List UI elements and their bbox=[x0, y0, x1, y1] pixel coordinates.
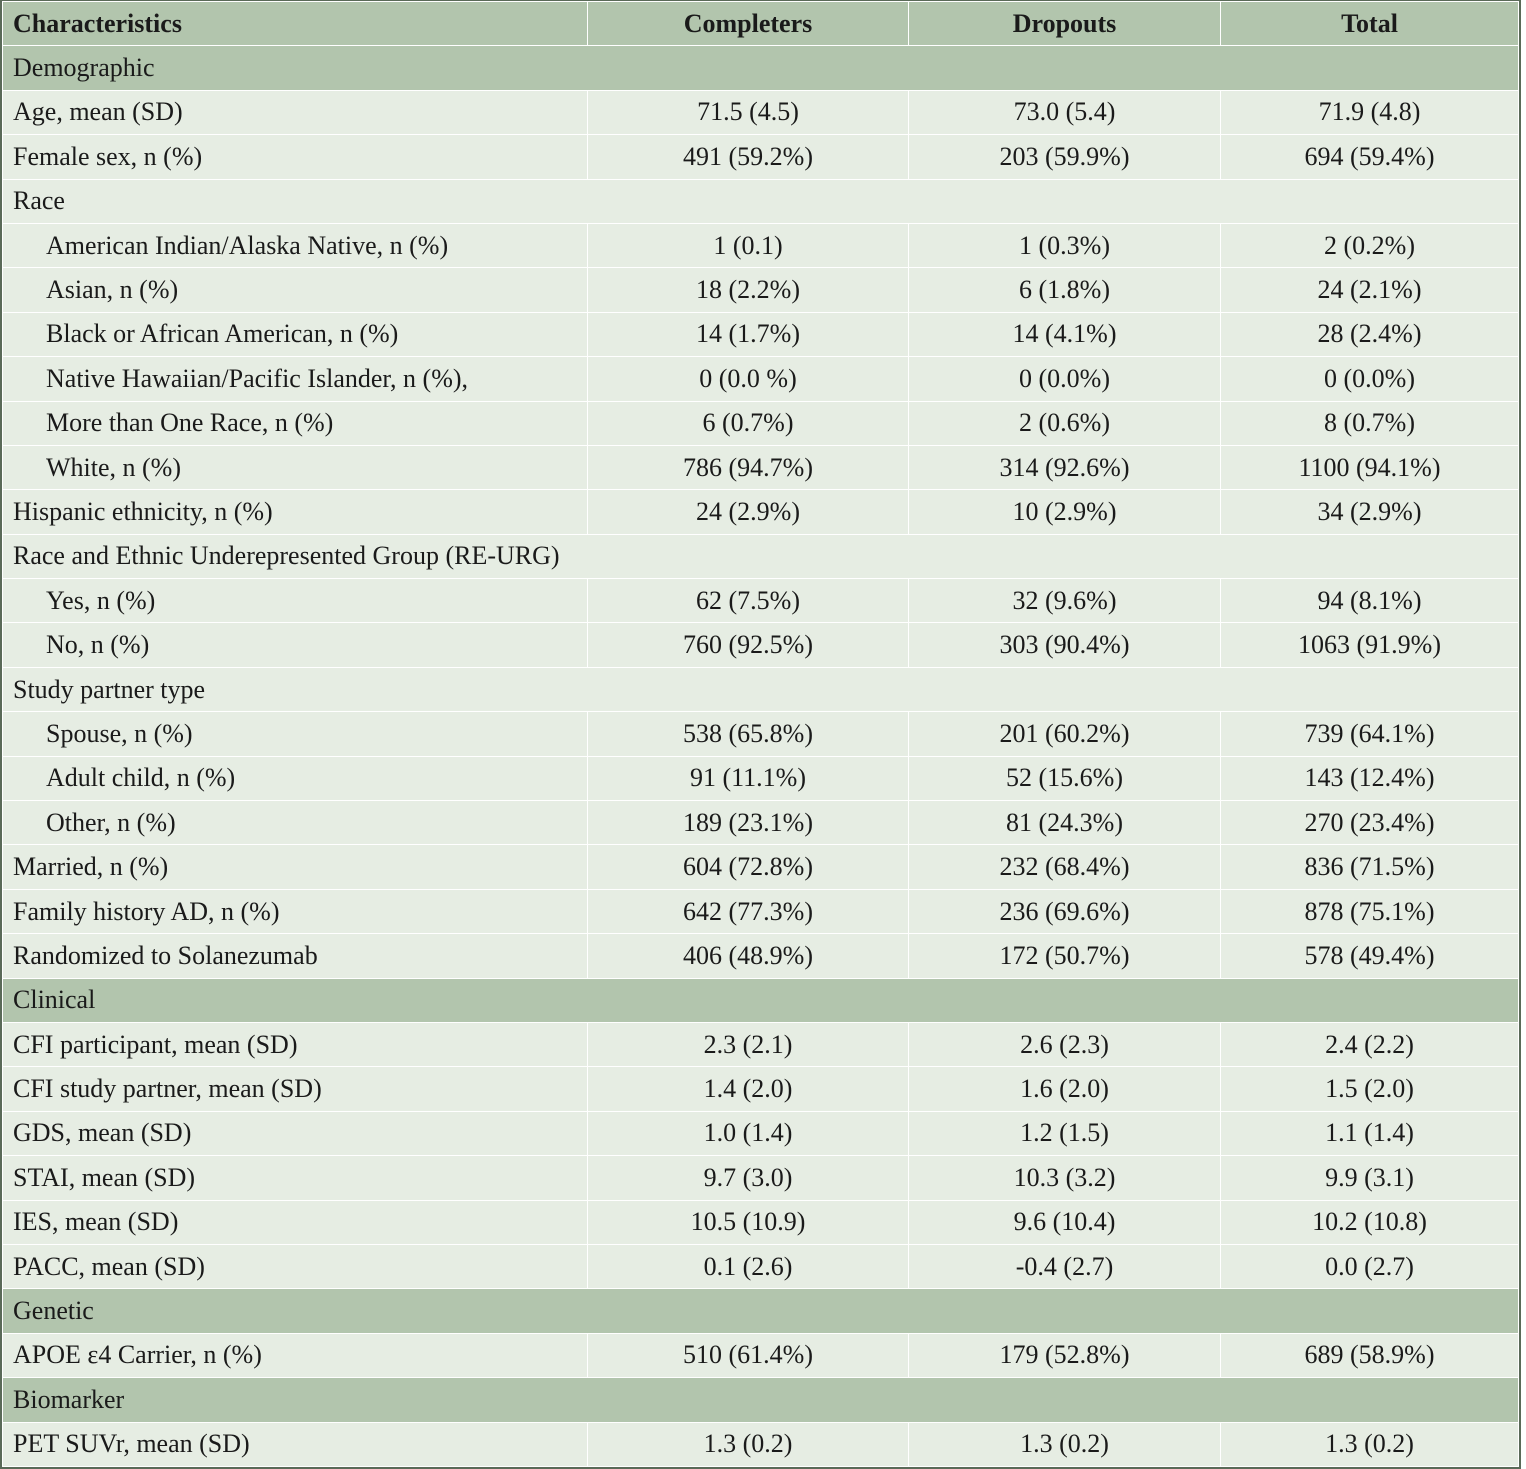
section-label: Demographic bbox=[3, 46, 1519, 90]
subheading-row bbox=[3, 179, 1519, 223]
total-value: 1.1 (1.4) bbox=[1221, 1111, 1519, 1155]
section-label: Genetic bbox=[3, 1289, 1519, 1333]
table-row bbox=[3, 756, 1519, 800]
table-row bbox=[3, 1422, 1519, 1466]
row-label: Asian, n (%) bbox=[3, 268, 588, 312]
dropouts-value: 172 (50.7%) bbox=[909, 934, 1221, 978]
dropouts-value: 0 (0.0%) bbox=[909, 357, 1221, 401]
subheading-label: Race bbox=[3, 179, 1519, 223]
dropouts-value: 2.6 (2.3) bbox=[909, 1022, 1221, 1066]
table-body bbox=[3, 46, 1519, 1467]
table-row bbox=[3, 1111, 1519, 1155]
dropouts-value: 232 (68.4%) bbox=[909, 845, 1221, 889]
dropouts-value: 2 (0.6%) bbox=[909, 401, 1221, 445]
header-dropouts: Dropouts bbox=[909, 2, 1221, 46]
subheading-label: Study partner type bbox=[3, 667, 1519, 711]
section-row bbox=[3, 978, 1519, 1022]
completers-value: 0 (0.0 %) bbox=[588, 357, 909, 401]
completers-value: 14 (1.7%) bbox=[588, 312, 909, 356]
completers-value: 24 (2.9%) bbox=[588, 490, 909, 534]
row-label: Native Hawaiian/Pacific Islander, n (%), bbox=[3, 357, 588, 401]
row-label: White, n (%) bbox=[3, 445, 588, 489]
total-value: 10.2 (10.8) bbox=[1221, 1200, 1519, 1244]
total-value: 578 (49.4%) bbox=[1221, 934, 1519, 978]
completers-value: 1.0 (1.4) bbox=[588, 1111, 909, 1155]
dropouts-value: -0.4 (2.7) bbox=[909, 1244, 1221, 1288]
section-label: Clinical bbox=[3, 978, 1519, 1022]
dropouts-value: 32 (9.6%) bbox=[909, 579, 1221, 623]
section-label: Biomarker bbox=[3, 1378, 1519, 1422]
total-value: 8 (0.7%) bbox=[1221, 401, 1519, 445]
total-value: 0 (0.0%) bbox=[1221, 357, 1519, 401]
total-value: 1063 (91.9%) bbox=[1221, 623, 1519, 667]
row-label: Black or African American, n (%) bbox=[3, 312, 588, 356]
total-value: 1.3 (0.2) bbox=[1221, 1422, 1519, 1466]
row-label: CFI participant, mean (SD) bbox=[3, 1022, 588, 1066]
completers-value: 0.1 (2.6) bbox=[588, 1244, 909, 1288]
dropouts-value: 1.3 (0.2) bbox=[909, 1422, 1221, 1466]
completers-value: 538 (65.8%) bbox=[588, 712, 909, 756]
table-row bbox=[3, 90, 1519, 134]
row-label: Adult child, n (%) bbox=[3, 756, 588, 800]
total-value: 689 (58.9%) bbox=[1221, 1333, 1519, 1377]
completers-value: 71.5 (4.5) bbox=[588, 90, 909, 134]
total-value: 270 (23.4%) bbox=[1221, 801, 1519, 845]
dropouts-value: 14 (4.1%) bbox=[909, 312, 1221, 356]
row-label: Randomized to Solanezumab bbox=[3, 934, 588, 978]
header-total: Total bbox=[1221, 2, 1519, 46]
dropouts-value: 1.2 (1.5) bbox=[909, 1111, 1221, 1155]
section-row bbox=[3, 46, 1519, 90]
dropouts-value: 6 (1.8%) bbox=[909, 268, 1221, 312]
header-completers: Completers bbox=[588, 2, 909, 46]
dropouts-value: 9.6 (10.4) bbox=[909, 1200, 1221, 1244]
table-row bbox=[3, 712, 1519, 756]
completers-value: 6 (0.7%) bbox=[588, 401, 909, 445]
row-label: PET SUVr, mean (SD) bbox=[3, 1422, 588, 1466]
section-row bbox=[3, 1289, 1519, 1333]
table-row bbox=[3, 934, 1519, 978]
table-row bbox=[3, 223, 1519, 267]
table-row bbox=[3, 889, 1519, 933]
subheading-row bbox=[3, 534, 1519, 578]
dropouts-value: 314 (92.6%) bbox=[909, 445, 1221, 489]
completers-value: 1 (0.1) bbox=[588, 223, 909, 267]
total-value: 71.9 (4.8) bbox=[1221, 90, 1519, 134]
table-row bbox=[3, 268, 1519, 312]
total-value: 878 (75.1%) bbox=[1221, 889, 1519, 933]
table-row bbox=[3, 1156, 1519, 1200]
dropouts-value: 10 (2.9%) bbox=[909, 490, 1221, 534]
row-label: No, n (%) bbox=[3, 623, 588, 667]
completers-value: 760 (92.5%) bbox=[588, 623, 909, 667]
row-label: Family history AD, n (%) bbox=[3, 889, 588, 933]
total-value: 143 (12.4%) bbox=[1221, 756, 1519, 800]
table-row bbox=[3, 135, 1519, 179]
total-value: 2 (0.2%) bbox=[1221, 223, 1519, 267]
header-row bbox=[3, 2, 1519, 46]
completers-value: 10.5 (10.9) bbox=[588, 1200, 909, 1244]
total-value: 28 (2.4%) bbox=[1221, 312, 1519, 356]
dropouts-value: 203 (59.9%) bbox=[909, 135, 1221, 179]
table-row bbox=[3, 1333, 1519, 1377]
completers-value: 604 (72.8%) bbox=[588, 845, 909, 889]
table-row bbox=[3, 845, 1519, 889]
completers-value: 510 (61.4%) bbox=[588, 1333, 909, 1377]
row-label: Yes, n (%) bbox=[3, 579, 588, 623]
total-value: 0.0 (2.7) bbox=[1221, 1244, 1519, 1288]
completers-value: 9.7 (3.0) bbox=[588, 1156, 909, 1200]
completers-value: 91 (11.1%) bbox=[588, 756, 909, 800]
header-characteristics: Characteristics bbox=[3, 2, 588, 46]
row-label: PACC, mean (SD) bbox=[3, 1244, 588, 1288]
completers-value: 491 (59.2%) bbox=[588, 135, 909, 179]
row-label: Hispanic ethnicity, n (%) bbox=[3, 490, 588, 534]
total-value: 1.5 (2.0) bbox=[1221, 1067, 1519, 1111]
total-value: 739 (64.1%) bbox=[1221, 712, 1519, 756]
dropouts-value: 179 (52.8%) bbox=[909, 1333, 1221, 1377]
table-row bbox=[3, 579, 1519, 623]
dropouts-value: 1 (0.3%) bbox=[909, 223, 1221, 267]
total-value: 836 (71.5%) bbox=[1221, 845, 1519, 889]
dropouts-value: 201 (60.2%) bbox=[909, 712, 1221, 756]
dropouts-value: 303 (90.4%) bbox=[909, 623, 1221, 667]
table-row bbox=[3, 357, 1519, 401]
completers-value: 642 (77.3%) bbox=[588, 889, 909, 933]
table-row bbox=[3, 623, 1519, 667]
table-row bbox=[3, 312, 1519, 356]
total-value: 1100 (94.1%) bbox=[1221, 445, 1519, 489]
total-value: 2.4 (2.2) bbox=[1221, 1022, 1519, 1066]
row-label: GDS, mean (SD) bbox=[3, 1111, 588, 1155]
completers-value: 406 (48.9%) bbox=[588, 934, 909, 978]
row-label: APOE ε4 Carrier, n (%) bbox=[3, 1333, 588, 1377]
total-value: 9.9 (3.1) bbox=[1221, 1156, 1519, 1200]
total-value: 694 (59.4%) bbox=[1221, 135, 1519, 179]
table-row bbox=[3, 401, 1519, 445]
row-label: CFI study partner, mean (SD) bbox=[3, 1067, 588, 1111]
characteristics-table bbox=[2, 1, 1519, 1467]
completers-value: 62 (7.5%) bbox=[588, 579, 909, 623]
section-row bbox=[3, 1378, 1519, 1422]
dropouts-value: 1.6 (2.0) bbox=[909, 1067, 1221, 1111]
subheading-row bbox=[3, 667, 1519, 711]
row-label: Female sex, n (%) bbox=[3, 135, 588, 179]
total-value: 34 (2.9%) bbox=[1221, 490, 1519, 534]
table-row bbox=[3, 445, 1519, 489]
dropouts-value: 52 (15.6%) bbox=[909, 756, 1221, 800]
completers-value: 1.4 (2.0) bbox=[588, 1067, 909, 1111]
dropouts-value: 73.0 (5.4) bbox=[909, 90, 1221, 134]
table-row bbox=[3, 1067, 1519, 1111]
row-label: American Indian/Alaska Native, n (%) bbox=[3, 223, 588, 267]
row-label: Married, n (%) bbox=[3, 845, 588, 889]
table-row bbox=[3, 1244, 1519, 1288]
completers-value: 1.3 (0.2) bbox=[588, 1422, 909, 1466]
completers-value: 786 (94.7%) bbox=[588, 445, 909, 489]
completers-value: 189 (23.1%) bbox=[588, 801, 909, 845]
table-row bbox=[3, 801, 1519, 845]
row-label: STAI, mean (SD) bbox=[3, 1156, 588, 1200]
dropouts-value: 10.3 (3.2) bbox=[909, 1156, 1221, 1200]
total-value: 94 (8.1%) bbox=[1221, 579, 1519, 623]
dropouts-value: 236 (69.6%) bbox=[909, 889, 1221, 933]
row-label: Spouse, n (%) bbox=[3, 712, 588, 756]
dropouts-value: 81 (24.3%) bbox=[909, 801, 1221, 845]
total-value: 24 (2.1%) bbox=[1221, 268, 1519, 312]
row-label: More than One Race, n (%) bbox=[3, 401, 588, 445]
completers-value: 18 (2.2%) bbox=[588, 268, 909, 312]
row-label: IES, mean (SD) bbox=[3, 1200, 588, 1244]
row-label: Other, n (%) bbox=[3, 801, 588, 845]
completers-value: 2.3 (2.1) bbox=[588, 1022, 909, 1066]
table-row bbox=[3, 490, 1519, 534]
table-row bbox=[3, 1022, 1519, 1066]
table-row bbox=[3, 1200, 1519, 1244]
subheading-label: Race and Ethnic Underepresented Group (RE-URG) bbox=[3, 534, 1519, 578]
row-label: Age, mean (SD) bbox=[3, 90, 588, 134]
